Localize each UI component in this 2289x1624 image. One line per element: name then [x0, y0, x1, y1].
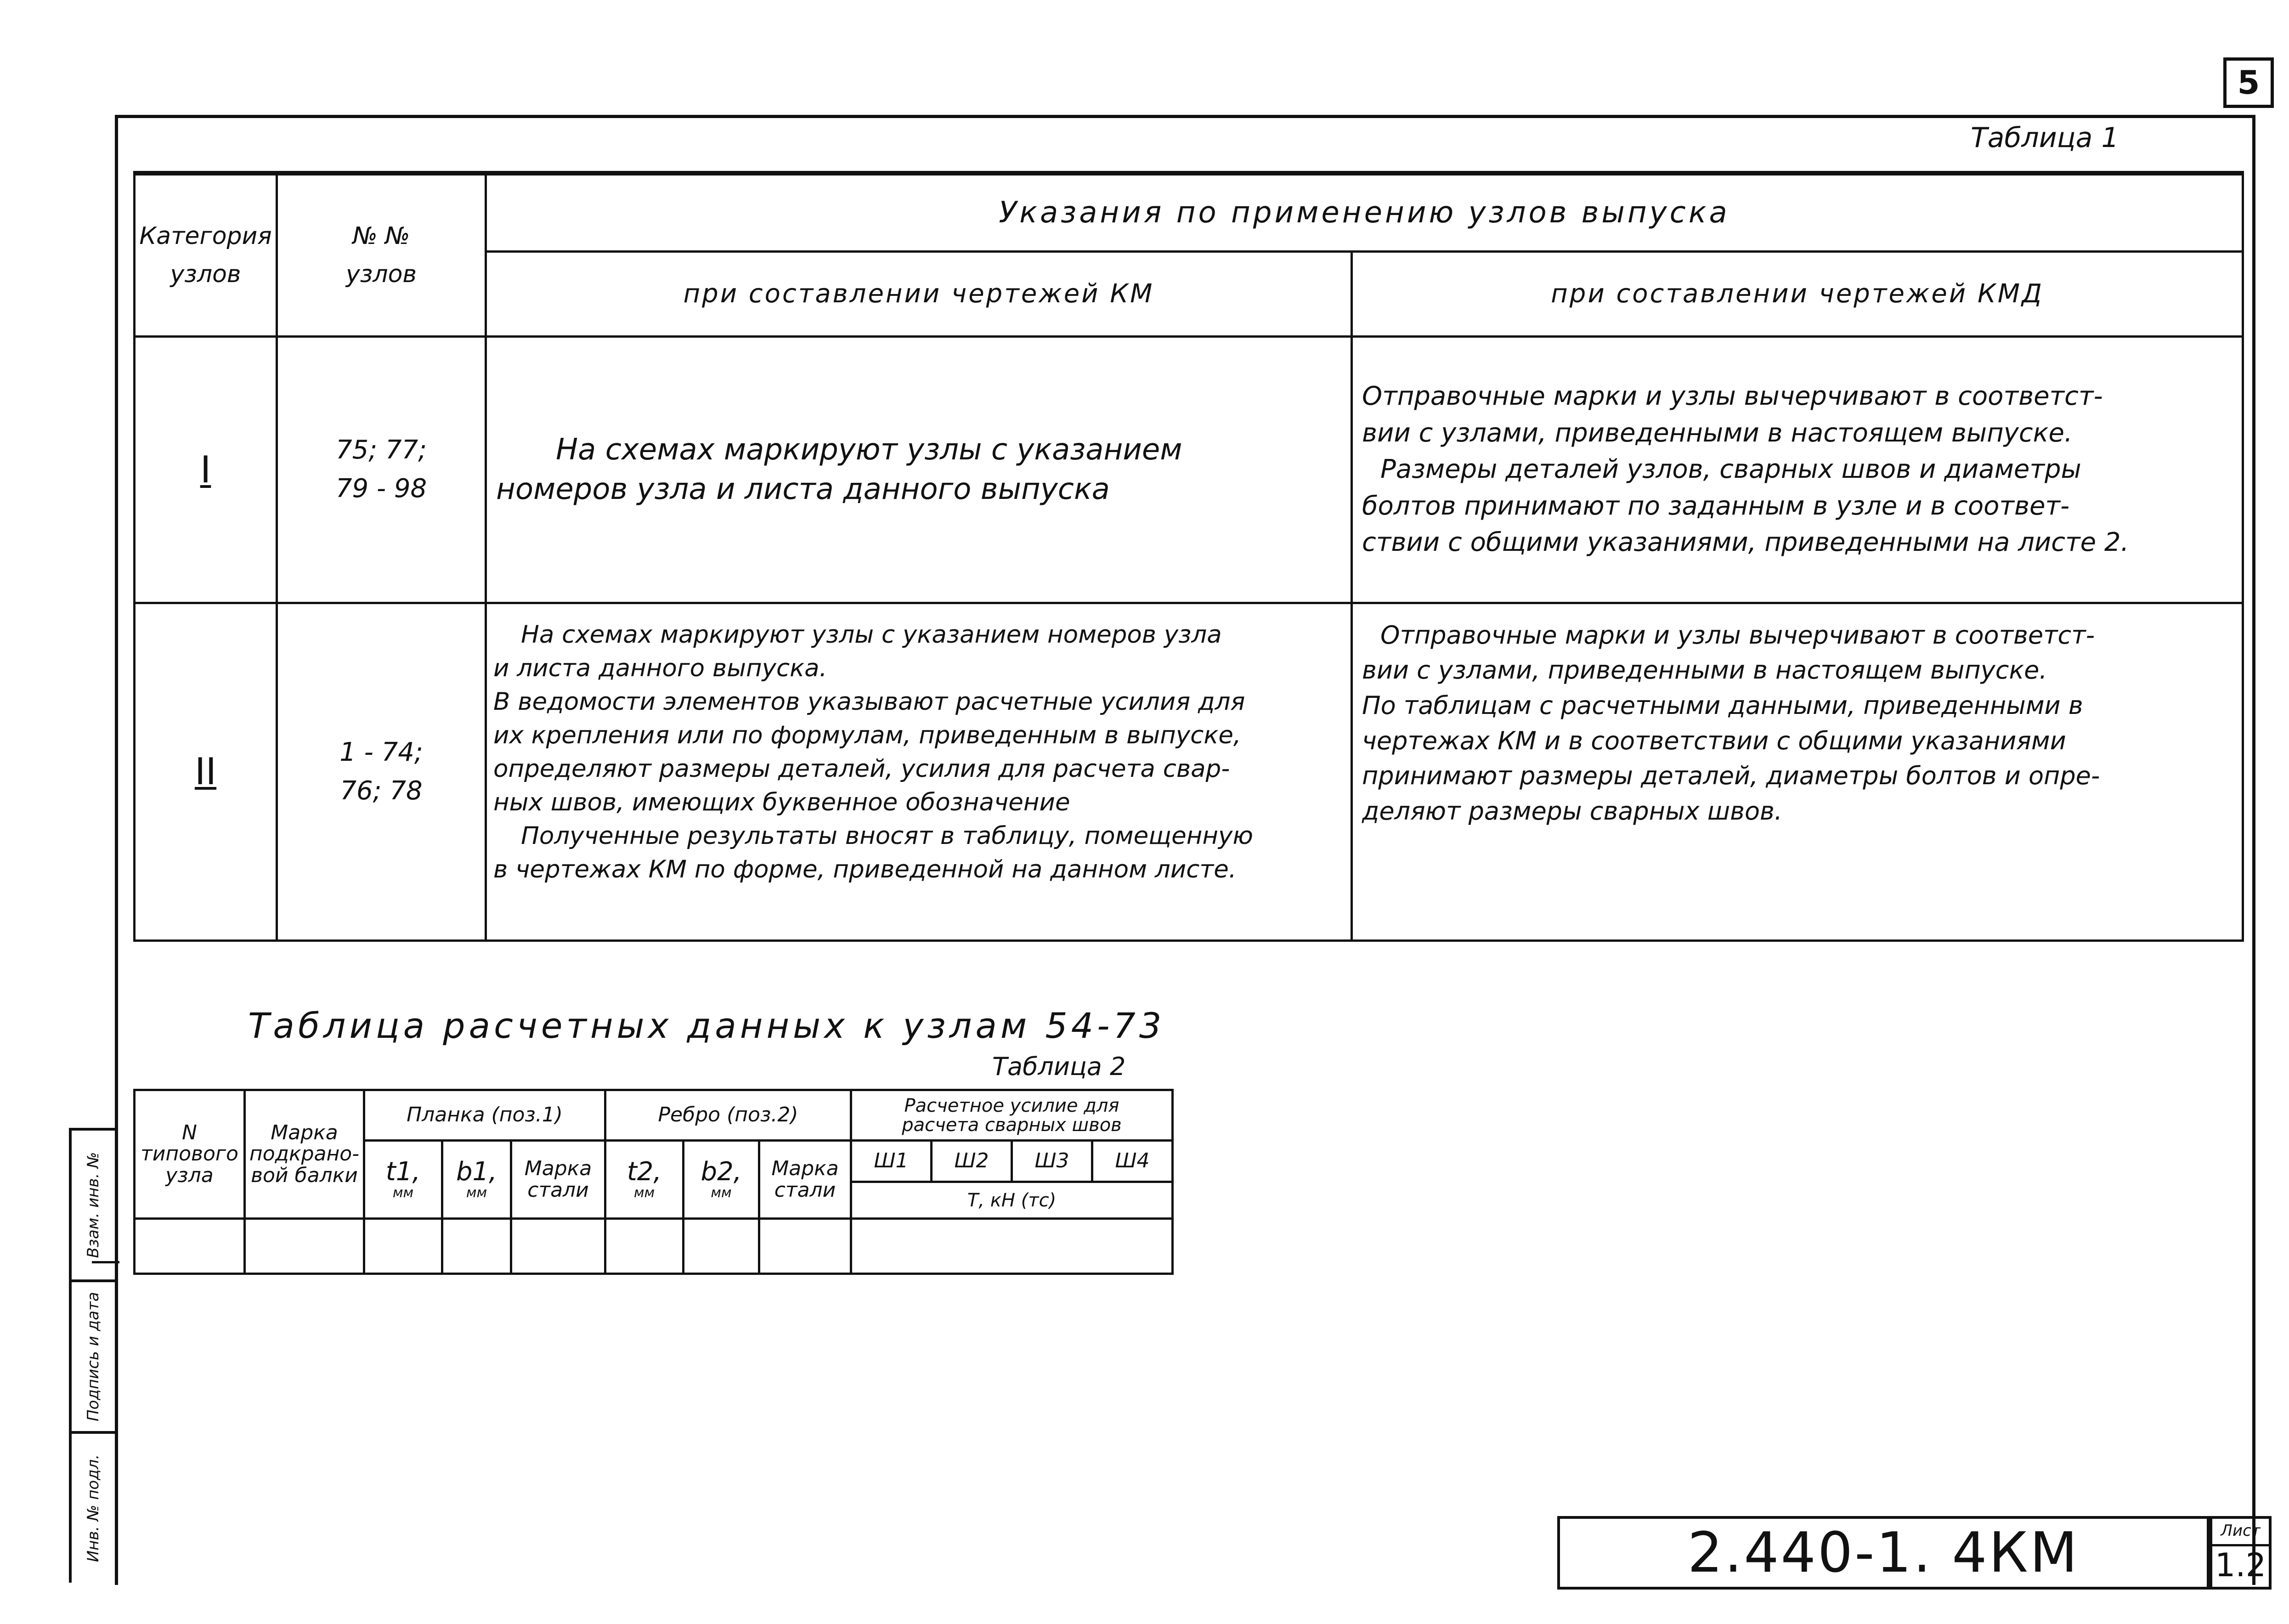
table-row	[135, 603, 2243, 940]
weld-w2: Ш2	[933, 1142, 1013, 1181]
t2-cell	[851, 1219, 1173, 1274]
t2-cell	[442, 1219, 511, 1274]
table-row	[135, 1219, 1173, 1274]
margin-strip	[69, 1128, 115, 1583]
t2-header-beam: Марка подкрано- вой балки	[245, 1090, 364, 1219]
t2-header-welds	[851, 1141, 1173, 1182]
table1-caption: Таблица 1	[1971, 122, 2119, 154]
row2-nodes: 1 - 74; 76; 78	[277, 603, 486, 940]
row1-category: I	[135, 336, 277, 603]
table2-title: Таблица расчетных данных к узлам 54-73	[248, 1005, 1165, 1046]
t2-header-b2: b2, мм	[684, 1141, 759, 1219]
weld-w1: Ш1	[852, 1142, 933, 1181]
header-nodes: № № узлов	[277, 173, 486, 336]
sheet-label: Лист	[2212, 1519, 2269, 1546]
t2-header-steel2: Марка стали	[759, 1141, 851, 1219]
t2-cell	[759, 1219, 851, 1274]
t2-header-t2: t2, мм	[605, 1141, 684, 1219]
header-kmd: при составлении чертежей КМД	[1352, 251, 2243, 336]
t2-cell	[135, 1219, 245, 1274]
t2-cell	[245, 1219, 364, 1274]
margin-cell: Подпись и дата	[72, 1282, 115, 1434]
t2-header-t1: t1, мм	[364, 1141, 442, 1219]
row2-kmd: Отправочные марки и узлы вычерчивают в соответст- вии с узлами, приведенными в настоящем выпуске. По таблицам с расчетными данными, приведенными в чертежах КМ и в соответствии с общими указаниями принимают размеры деталей, диаметры болтов и опре- деляют размеры сварных швов.	[1352, 603, 2243, 940]
t2-cell	[605, 1219, 684, 1274]
table2	[133, 1089, 1174, 1275]
t2-cell	[364, 1219, 442, 1274]
weld-w3: Ш3	[1013, 1142, 1093, 1181]
t2-header-rib: Ребро (поз.2)	[605, 1090, 851, 1141]
margin-cell: Взам. инв. №	[72, 1131, 115, 1282]
margin-tick	[92, 1261, 119, 1263]
table1	[133, 171, 2244, 942]
header-km: при составлении чертежей КМ	[486, 251, 1352, 336]
header-category: Категория узлов	[135, 173, 277, 336]
t2-header-b1: b1, мм	[442, 1141, 511, 1219]
table2-caption: Таблица 2	[992, 1052, 1126, 1081]
t2-cell	[511, 1219, 605, 1274]
header-instructions: Указания по применению узлов выпуска	[486, 173, 2243, 251]
sheet-value: 1.2	[2215, 1546, 2266, 1584]
row2-km: На схемах маркируют узлы с указанием номеров узла и листа данного выпуска. В ведомости элементов указывают расчетные усилия для их крепления или по формулам, приведенным в выпуске, определяют размеры деталей, усилия для расчета свар- ных швов, имеющих буквенное обозначение Полученные результаты вносят в таблицу, помещенную в чертежах КМ по форме, приведенной на данном листе.	[486, 603, 1352, 940]
t2-header-force-unit: Т, кН (тс)	[851, 1182, 1173, 1219]
t2-cell	[684, 1219, 759, 1274]
row2-category: II	[135, 603, 277, 940]
weld-w4: Ш4	[1115, 1149, 1150, 1173]
title-block-code: 2.440-1. 4КМ	[1557, 1516, 2210, 1590]
row1-kmd: Отправочные марки и узлы вычерчивают в соответст- вии с узлами, приведенными в настоящем выпуске. Размеры деталей узлов, сварных швов и диаметры болтов принимают по заданным в узле и в соответ- ствии с общими указаниями, приведенными на листе 2.	[1352, 336, 2243, 603]
page-number: 5	[2223, 57, 2274, 108]
t2-header-steel1: Марка стали	[511, 1141, 605, 1219]
t2-header-node: N типового узла	[135, 1090, 245, 1219]
t2-header-force: Расчетное усилие для расчета сварных швов	[851, 1090, 1173, 1141]
sheet-number-cell	[2210, 1516, 2272, 1590]
row1-nodes: 75; 77; 79 - 98	[277, 336, 486, 603]
table-row	[135, 336, 2243, 603]
row1-km: На схемах маркируют узлы с указанием номеров узла и листа данного выпуска	[486, 336, 1352, 603]
margin-cell: Инв. № подл.	[84, 1454, 102, 1562]
t2-header-plate: Планка (поз.1)	[364, 1090, 605, 1141]
